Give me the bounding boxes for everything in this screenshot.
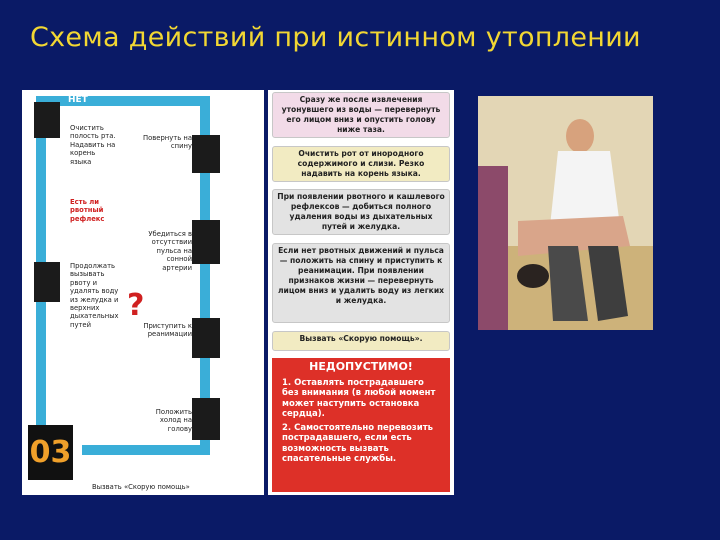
flowchart-panel — [22, 90, 264, 495]
flow-step-check-pulse: Убедиться в отсутствии пульса на сонной артерии — [148, 230, 192, 272]
flow-step-call-ambulance: Вызвать «Скорую помощь» — [92, 483, 190, 491]
flow-pipe-bottom — [82, 445, 210, 455]
slide-title: Схема действий при истинном утоплении — [30, 22, 641, 53]
instructions-panel — [268, 90, 454, 495]
warning-box — [272, 358, 450, 492]
flow-pipe-top — [36, 96, 206, 106]
rescue-photo — [478, 96, 653, 330]
instruction-step: Вызвать «Скорую помощь». — [272, 331, 450, 351]
instruction-step: Если нет рвотных движений и пульса — положить на спину и приступить к реанимации. При появлении признаков жизни — перевернуть лицом вниз и удалить воду из легких и желудка. — [272, 243, 450, 323]
instruction-step: Сразу же после извлечения утонувшего из воды — перевернуть его лицом вниз и опустить голову ниже таза. — [272, 92, 450, 138]
cold-pictogram-icon — [192, 398, 220, 440]
flow-step-turn-back: Повернуть на спину — [143, 134, 192, 151]
rescuer-pictogram-icon — [34, 262, 60, 302]
flow-step-clear-mouth: Очистить полость рта. Надавить на корень языка — [70, 124, 116, 166]
ambulance-o3-icon: 03 — [28, 425, 73, 480]
warning-item: 1. Оставлять пострадавшего без внимания (в любой момент может наступить остановка сердца). — [282, 377, 436, 419]
yes-label: ДА — [46, 153, 57, 169]
warning-title: НЕДОПУСТИМО! — [309, 360, 413, 373]
instruction-step: При появлении рвотного и кашлевого рефлексов — добиться полного удаления воды из дыхательных путей и желудка. — [272, 189, 450, 235]
rescue-photo-illustration — [478, 96, 653, 330]
rescuer-pictogram-icon — [34, 102, 60, 138]
flow-step-cold-head: Положить холод на голову — [155, 408, 192, 433]
cpr-pictogram-icon — [192, 318, 220, 358]
flow-step-start-cpr: Приступить к реанимации — [143, 322, 192, 339]
flow-step-continue-vomit: Продолжать вызывать рвоту и удалять воду из желудка и верхних дыхательных путей — [70, 262, 119, 329]
instruction-step: Очистить рот от инородного содержимого и слизи. Резко надавить на корень языка. — [272, 146, 450, 182]
patient-pictogram-icon — [192, 135, 220, 173]
warning-item: 2. Самостоятельно перевозить пострадавшего, если есть возможность вызвать спасательные службы. — [282, 422, 433, 464]
no-label: НЕТ — [68, 95, 88, 105]
flow-question-reflex: Есть ли рвотный рефлекс — [70, 198, 105, 223]
pulse-pictogram-icon — [192, 220, 220, 264]
question-mark: ? — [127, 288, 145, 323]
